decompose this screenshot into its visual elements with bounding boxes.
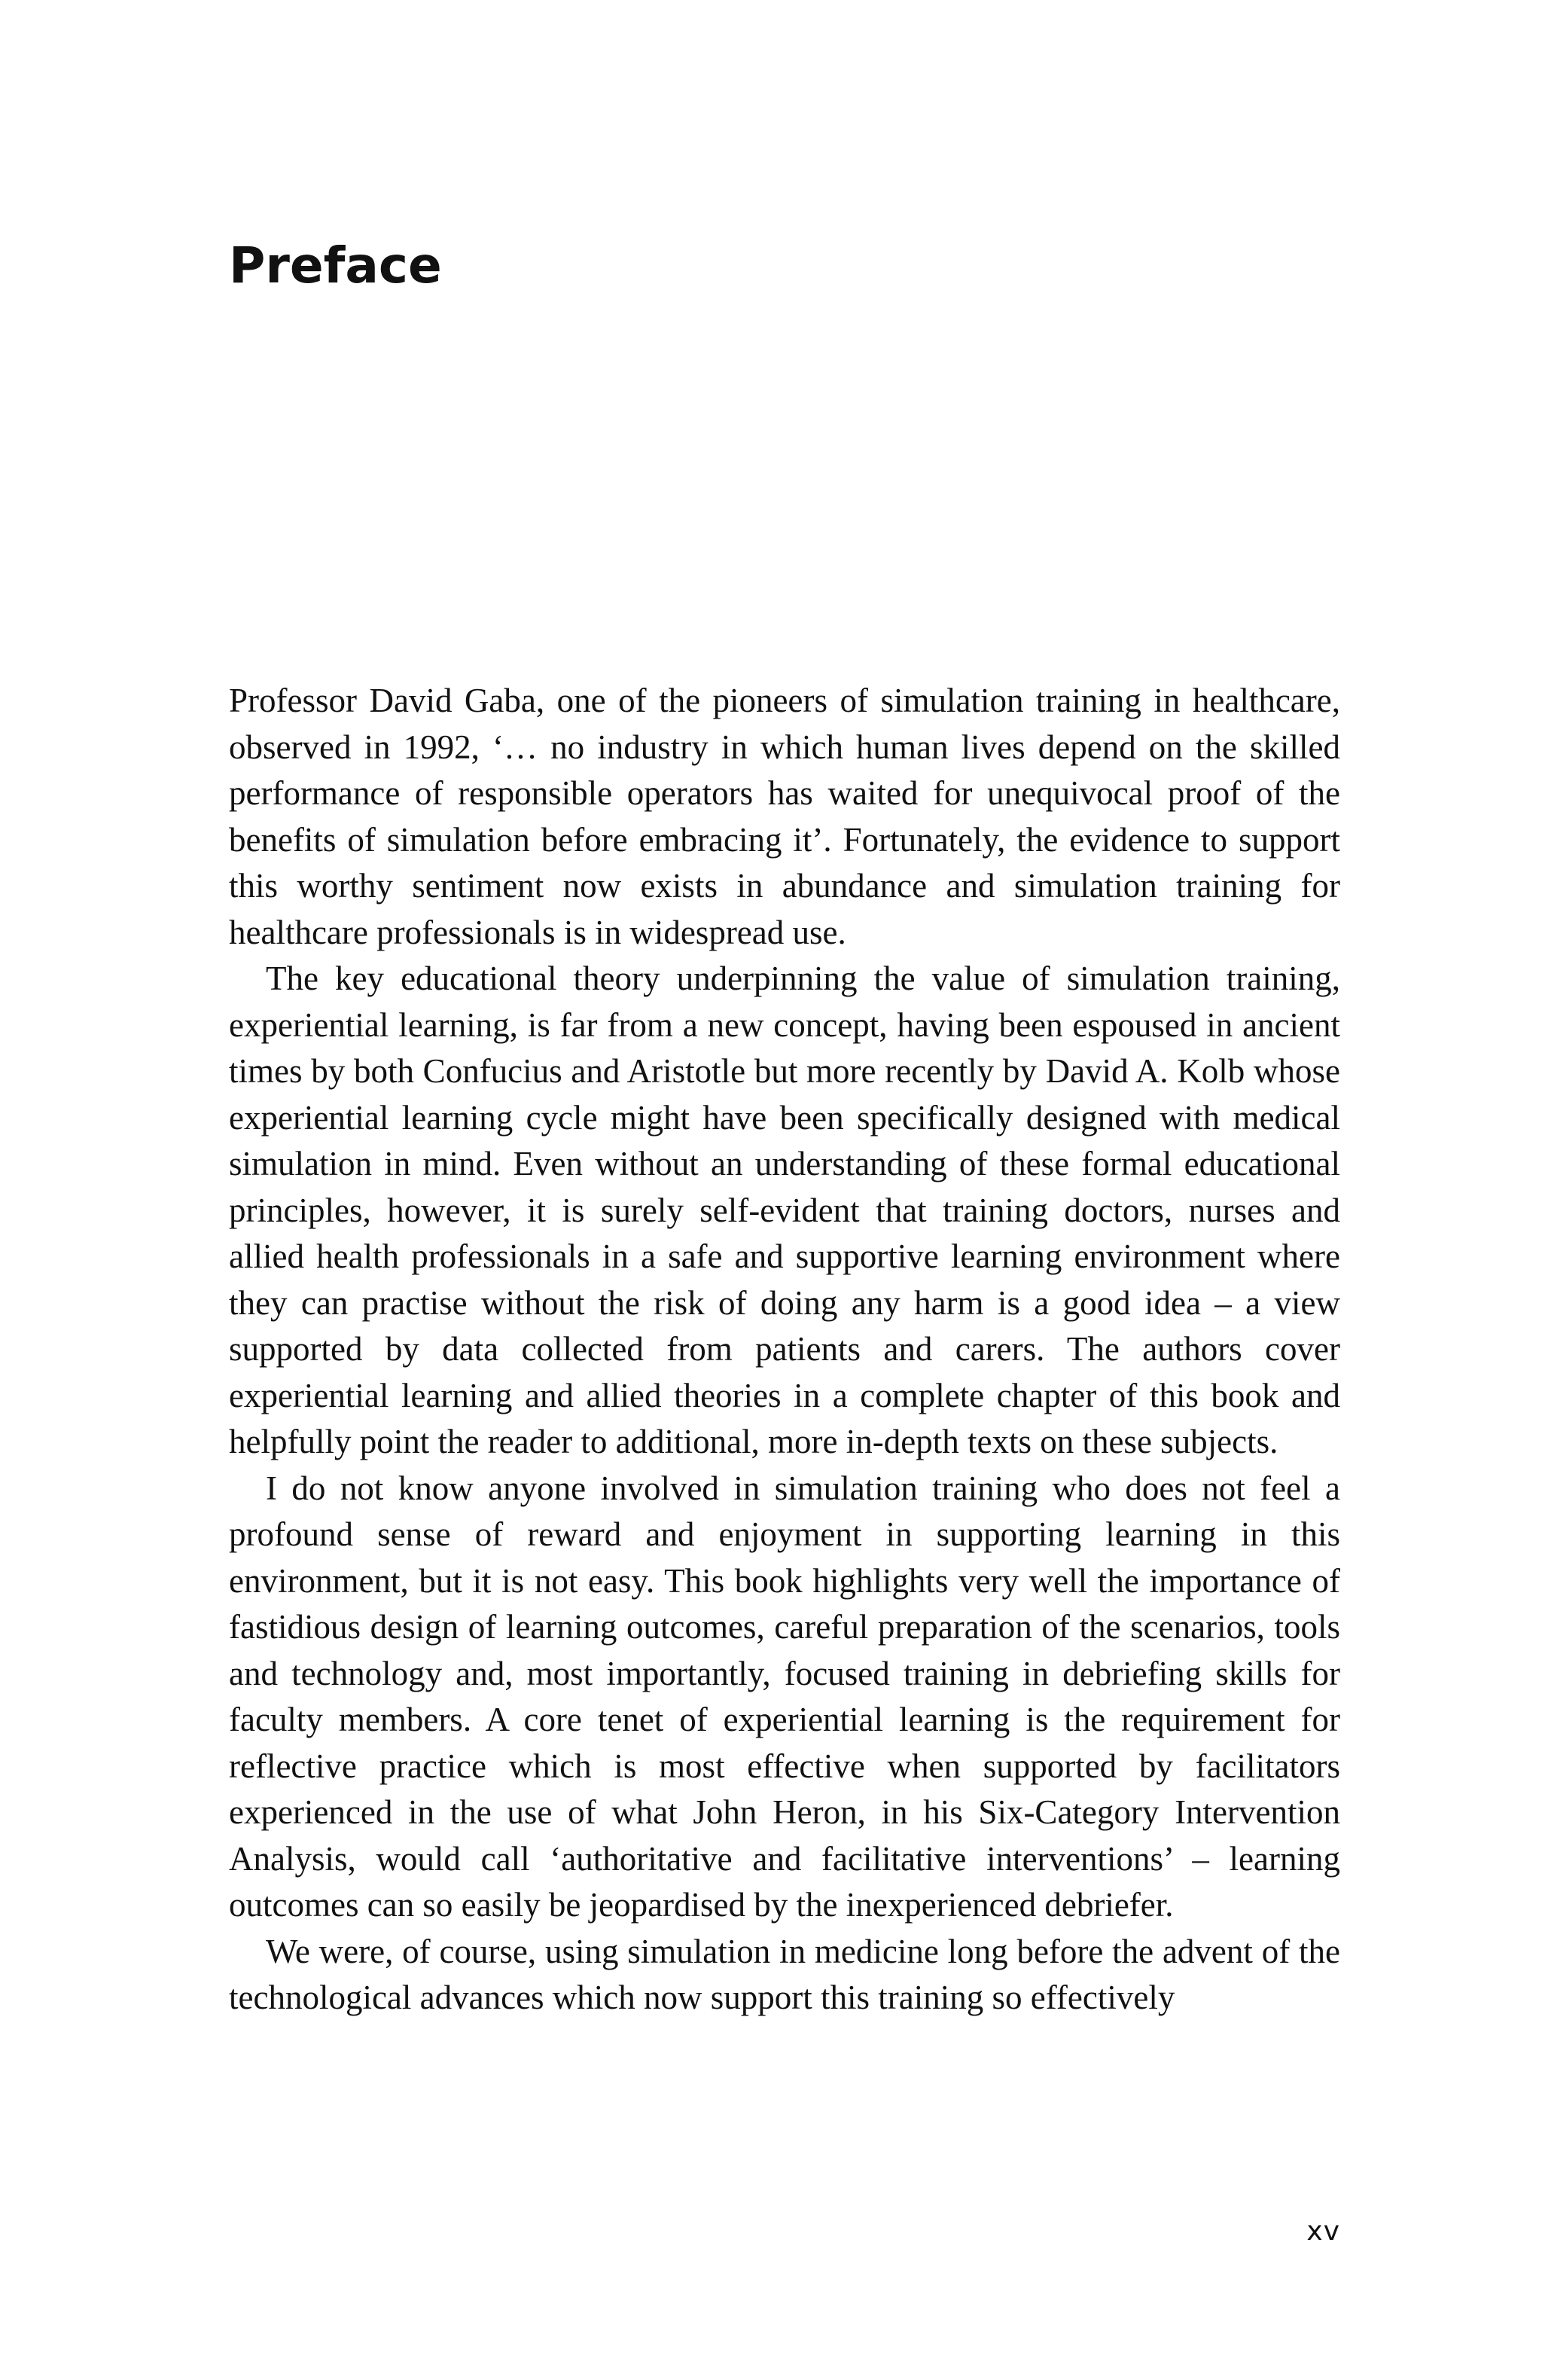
paragraph: We were, of course, using simulation in medicine long before the advent of the technological advances which now support this training so effectively: [229, 1932, 1340, 2016]
paragraph: The key educational theory underpinning the value of simulation training, experiential learning, is far from a new concept, having been espoused in ancient times by both Confucius and Aristotle but more recently by David A. Kolb whose experiential learning cycle might have been specifically designed with medical simulation in mind. Even without an understanding of these formal educational principles, however, it is surely self-evident that training doctors, nurses and allied health professionals in a safe and supportive learning environment where they can practise without the risk of doing any harm is a good idea – a view supported by data collected from patients and carers. The authors cover experiential learning and allied theories in a complete chapter of this book and helpfully point the reader to additional, more in-depth texts on these subjects.: [229, 960, 1340, 1460]
chapter-title: Preface: [229, 236, 442, 294]
page-number: xv: [1306, 2216, 1340, 2247]
paragraph: Professor David Gaba, one of the pioneers of simulation training in healthcare, observed in 1992, ‘… no industry in which human lives depend on the skilled performance of responsible operators has waited for unequivocal proof of the benefits of simulation before embracing it’. Fortunately, the evidence to support this worthy sentiment now exists in abundance and simulation training for healthcare professionals is in widespread use.: [229, 682, 1340, 951]
preface-body: [229, 678, 1340, 2021]
paragraph: I do not know anyone involved in simulation training who does not feel a profound sense of reward and enjoyment in supporting learning in this environment, but it is not easy. This book highlights very well the importance of fastidious design of learning outcomes, careful preparation of the scenarios, tools and technology and, most importantly, focused training in debriefing skills for faculty members. A core tenet of experiential learning is the requirement for reflective practice which is most effective when supported by facilitators experienced in the use of what John Heron, in his Six-Category Intervention Analysis, would call ‘authoritative and facilitative interventions’ – learning outcomes can so easily be jeopardised by the inexperienced debriefer.: [229, 1469, 1340, 1924]
